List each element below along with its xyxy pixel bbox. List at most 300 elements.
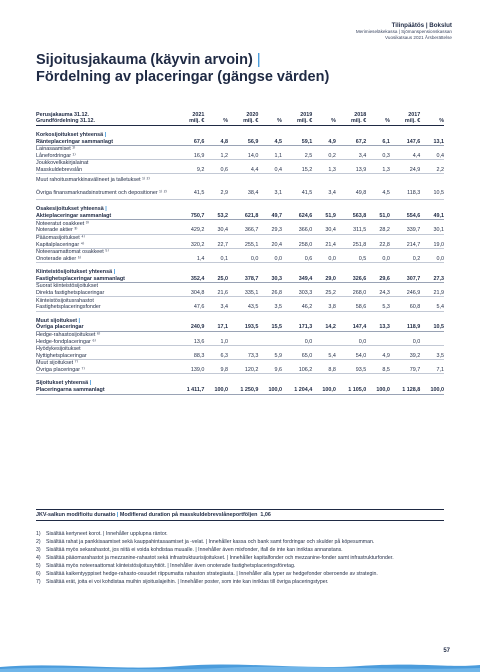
- value-percent: [204, 220, 228, 227]
- value-percent: [312, 234, 336, 241]
- value-percent: 1,2: [204, 152, 228, 159]
- unit-meur: milj. €: [346, 118, 366, 125]
- row-label: [36, 206, 184, 213]
- value-meur: 311,5: [346, 227, 366, 234]
- row-label: Nyttighetsplaceringar: [36, 353, 184, 360]
- value-percent: [204, 145, 228, 152]
- value-percent: 29,6: [366, 276, 390, 283]
- value-percent: [204, 317, 228, 324]
- value-meur: 16,9: [184, 152, 204, 159]
- value-meur: 0,2: [400, 255, 420, 262]
- value-meur: 1 128,8: [400, 387, 420, 394]
- value-meur: 13,9: [346, 167, 366, 174]
- value-percent: 27,3: [420, 276, 444, 283]
- value-percent: [258, 345, 282, 352]
- table-header-units: [36, 118, 444, 125]
- value-meur: 67,2: [346, 138, 366, 145]
- value-meur: [184, 174, 204, 187]
- value-meur: [238, 317, 258, 324]
- table-row: [36, 367, 444, 374]
- value-percent: [312, 248, 336, 255]
- value-percent: [312, 131, 336, 138]
- value-meur: [238, 145, 258, 152]
- row-label: Kapitalplaceringar ⁴⁾: [36, 241, 184, 248]
- value-meur: [400, 160, 420, 167]
- value-meur: [184, 317, 204, 324]
- value-meur: [400, 220, 420, 227]
- footnote-text: Sisältää pääomarahastot ja mezzanine-rahastot sekä infrastruktuurisijoitukset. | Innehåller kapitalfonder och mezzanine-fonder samt infrastrukturfonder.: [46, 555, 394, 561]
- value-percent: 21,6: [204, 290, 228, 297]
- value-meur: [238, 269, 258, 276]
- table-row: [36, 276, 444, 283]
- value-percent: [258, 338, 282, 345]
- decorative-wave-footer: [0, 660, 480, 672]
- unit-percent: %: [366, 118, 390, 125]
- value-percent: [420, 131, 444, 138]
- value-percent: 100,0: [258, 387, 282, 394]
- value-percent: [258, 174, 282, 187]
- header-year: 2021: [192, 111, 205, 118]
- row-label: Hedge-fondplaceringar ⁶⁾: [36, 338, 184, 345]
- table-row: [36, 387, 444, 394]
- value-percent: 6,1: [366, 138, 390, 145]
- header-subtitle: Merimieseläkekassa | Sjömanspensionskassan: [355, 29, 452, 34]
- duration-label-sv: Modifierad duration på masskuldebrevslåneportföljen: [119, 512, 258, 518]
- value-meur: [238, 234, 258, 241]
- value-percent: 3,5: [258, 304, 282, 311]
- value-percent: [420, 174, 444, 187]
- allocation-table: [36, 111, 444, 395]
- row-label: Masskuldebrevslån: [36, 167, 184, 174]
- value-meur: [292, 283, 312, 290]
- value-percent: 0,2: [312, 152, 336, 159]
- value-meur: [238, 345, 258, 352]
- value-percent: 4,8: [204, 138, 228, 145]
- value-meur: [400, 283, 420, 290]
- title-finnish: Sijoitusjakauma (käyvin arvoin): [36, 52, 253, 68]
- value-percent: 6,3: [204, 353, 228, 360]
- label-separator: |: [113, 269, 116, 276]
- table-row: [36, 304, 444, 311]
- value-meur: [292, 131, 312, 138]
- row-label: [36, 269, 184, 276]
- row-label-text: Sijoitukset yhteensä: [36, 380, 89, 387]
- value-percent: [258, 380, 282, 387]
- value-percent: [258, 145, 282, 152]
- value-meur: 106,2: [292, 367, 312, 374]
- value-percent: [258, 297, 282, 304]
- value-percent: 5,4: [312, 353, 336, 360]
- value-meur: 621,8: [238, 213, 258, 220]
- value-percent: [312, 206, 336, 213]
- value-percent: 100,0: [312, 387, 336, 394]
- value-percent: [312, 338, 336, 345]
- value-percent: 30,4: [204, 227, 228, 234]
- value-percent: 100,0: [420, 387, 444, 394]
- value-meur: [238, 338, 258, 345]
- value-percent: [204, 360, 228, 367]
- value-meur: 73,3: [238, 353, 258, 360]
- table-row: [36, 324, 444, 331]
- value-percent: [204, 248, 228, 255]
- footnote-text: Sisältää rahat ja pankkisaamiset sekä kauppahintasaamiset ja -velat. | Innehåller kassa och bank samt fordringar och skulder på köpesumman.: [46, 539, 375, 545]
- value-meur: 0,0: [238, 255, 258, 262]
- label-separator: |: [89, 380, 92, 387]
- table-row: [36, 283, 444, 290]
- value-percent: 3,4: [312, 187, 336, 200]
- header-year: 2020: [246, 111, 259, 118]
- value-meur: 15,2: [292, 167, 312, 174]
- header-label-fi: Perusjakauma 31.12.: [36, 111, 90, 118]
- value-meur: [346, 345, 366, 352]
- value-percent: 25,2: [312, 290, 336, 297]
- value-meur: 303,3: [292, 290, 312, 297]
- value-percent: [420, 283, 444, 290]
- footnote: [36, 579, 436, 585]
- table-row: [36, 241, 444, 248]
- value-percent: [420, 160, 444, 167]
- value-percent: 22,8: [366, 241, 390, 248]
- value-percent: 17,1: [204, 324, 228, 331]
- row-label: Hedge-rahastosijoitukset ⁶⁾: [36, 332, 101, 339]
- value-meur: [238, 283, 258, 290]
- value-percent: [366, 360, 390, 367]
- value-percent: 2,2: [420, 167, 444, 174]
- value-meur: 193,5: [238, 324, 258, 331]
- value-percent: 0,3: [366, 152, 390, 159]
- value-percent: [366, 331, 390, 338]
- value-percent: 3,8: [312, 304, 336, 311]
- value-percent: 10,5: [420, 187, 444, 200]
- value-percent: [312, 269, 336, 276]
- value-percent: [366, 338, 390, 345]
- value-meur: [346, 206, 366, 213]
- value-percent: [258, 206, 282, 213]
- duration-separator: |: [116, 512, 119, 518]
- value-percent: [420, 206, 444, 213]
- value-percent: [366, 174, 390, 187]
- value-meur: 1 105,0: [346, 387, 366, 394]
- value-meur: [292, 331, 312, 338]
- row-label: Fastighetsplaceringar sammanlagt: [36, 276, 184, 283]
- value-percent: 1,3: [366, 167, 390, 174]
- table-row: [36, 269, 444, 276]
- unit-meur: milj. €: [184, 118, 204, 125]
- value-percent: 14,2: [312, 324, 336, 331]
- value-percent: [312, 160, 336, 167]
- value-percent: 4,5: [258, 138, 282, 145]
- value-percent: [366, 160, 390, 167]
- value-meur: [184, 131, 204, 138]
- value-percent: [312, 345, 336, 352]
- value-meur: 268,0: [346, 290, 366, 297]
- row-label: Ränteplaceringar sammanlagt: [36, 138, 184, 145]
- value-meur: 352,4: [184, 276, 204, 283]
- value-percent: [204, 283, 228, 290]
- footnote-number: 1): [36, 531, 41, 537]
- value-percent: 28,2: [366, 227, 390, 234]
- value-meur: [346, 145, 366, 152]
- value-meur: [184, 160, 204, 167]
- value-percent: 15,5: [258, 324, 282, 331]
- value-meur: [238, 248, 258, 255]
- value-meur: [346, 131, 366, 138]
- table-header-years: [36, 111, 444, 118]
- value-meur: 41,5: [292, 187, 312, 200]
- value-meur: [346, 174, 366, 187]
- value-meur: [184, 297, 204, 304]
- value-meur: 255,1: [238, 241, 258, 248]
- value-meur: 4,4: [400, 152, 420, 159]
- unit-meur: milj. €: [238, 118, 258, 125]
- value-percent: 53,2: [204, 213, 228, 220]
- value-meur: 378,7: [238, 276, 258, 283]
- page-number: 57: [443, 648, 450, 654]
- label-separator: |: [105, 206, 107, 213]
- value-percent: 1,0: [204, 338, 228, 345]
- value-percent: [366, 297, 390, 304]
- value-meur: 554,6: [400, 213, 420, 220]
- value-meur: [400, 380, 420, 387]
- row-label-text: Korkosijoitukset yhteensä: [36, 131, 104, 138]
- table-row: [36, 131, 444, 138]
- value-percent: [420, 145, 444, 152]
- value-meur: [292, 234, 312, 241]
- value-meur: [238, 360, 258, 367]
- table-row: [36, 160, 444, 167]
- row-label: Onoterade aktier ⁵⁾: [36, 255, 184, 262]
- value-meur: [346, 248, 366, 255]
- row-label: Joukkovelkakirjalainat: [36, 160, 89, 167]
- value-meur: 120,2: [238, 367, 258, 374]
- value-meur: 54,0: [346, 353, 366, 360]
- row-label-text: Osakesijoitukset yhteensä: [36, 206, 104, 213]
- label-separator: |: [104, 131, 107, 138]
- value-percent: [258, 160, 282, 167]
- value-percent: 4,9: [312, 138, 336, 145]
- value-meur: 624,6: [292, 213, 312, 220]
- value-meur: [292, 160, 312, 167]
- value-percent: 4,9: [366, 353, 390, 360]
- table-row: [36, 380, 444, 387]
- value-percent: [204, 131, 228, 138]
- value-meur: [184, 331, 204, 338]
- value-meur: 93,5: [346, 367, 366, 374]
- header-title: Tilinpäätös | Bokslut: [391, 22, 452, 29]
- value-percent: 5,9: [258, 353, 282, 360]
- value-percent: [420, 220, 444, 227]
- value-meur: [346, 380, 366, 387]
- value-meur: [292, 269, 312, 276]
- value-meur: 320,2: [184, 241, 204, 248]
- value-percent: 49,7: [258, 213, 282, 220]
- value-percent: [312, 283, 336, 290]
- value-meur: [184, 220, 204, 227]
- row-label-text: Kiinteistösijoitukset yhteensä: [36, 269, 113, 276]
- value-percent: [258, 131, 282, 138]
- value-percent: [312, 360, 336, 367]
- value-meur: [292, 297, 312, 304]
- value-percent: [258, 331, 282, 338]
- value-meur: [400, 269, 420, 276]
- value-percent: 3,4: [204, 304, 228, 311]
- value-meur: 366,7: [238, 227, 258, 234]
- value-percent: [312, 220, 336, 227]
- value-meur: [184, 248, 204, 255]
- footnote: [36, 539, 436, 545]
- value-percent: 20,4: [258, 241, 282, 248]
- value-percent: [258, 360, 282, 367]
- value-percent: 22,7: [204, 241, 228, 248]
- value-meur: [346, 331, 366, 338]
- title-swedish: Fördelning av placeringar (gängse värden): [36, 69, 330, 85]
- value-percent: 49,1: [420, 213, 444, 220]
- value-percent: [204, 234, 228, 241]
- value-meur: 47,6: [184, 304, 204, 311]
- value-meur: 147,4: [346, 324, 366, 331]
- unit-percent: %: [204, 118, 228, 125]
- value-percent: [420, 234, 444, 241]
- value-meur: 240,9: [184, 324, 204, 331]
- row-label: Aktieplaceringar sammanlagt: [36, 213, 184, 220]
- value-meur: [292, 220, 312, 227]
- row-label: Pääomasijoitukset ⁴⁾: [36, 234, 85, 241]
- row-label: Hyödykesijoitukset: [36, 346, 81, 353]
- value-percent: 0,0: [420, 255, 444, 262]
- value-meur: [184, 269, 204, 276]
- value-meur: [238, 131, 258, 138]
- unit-percent: %: [420, 118, 444, 125]
- value-percent: 51,9: [312, 213, 336, 220]
- row-label: Lainasaamiset ¹⁾: [36, 146, 76, 153]
- table-row: [36, 206, 444, 213]
- value-meur: [292, 360, 312, 367]
- value-percent: 0,0: [258, 255, 282, 262]
- footnote-text: Sisältää kertyneet korot. | Innehåller upplupna räntor.: [46, 531, 168, 537]
- value-meur: [238, 331, 258, 338]
- footnote-number: 4): [36, 555, 41, 561]
- value-percent: [312, 174, 336, 187]
- table-row: [36, 290, 444, 297]
- footnote-text: Sisältää kaikentyyppiset hedge-rahasto-osuudet riippumatta rahaston strategiasta. | Innehåller alla typer av hedgefonder oberoende av strategin.: [46, 571, 378, 577]
- value-meur: 2,5: [292, 152, 312, 159]
- value-percent: [312, 297, 336, 304]
- value-meur: 9,2: [184, 167, 204, 174]
- value-meur: 750,7: [184, 213, 204, 220]
- value-meur: 326,6: [346, 276, 366, 283]
- value-percent: [420, 360, 444, 367]
- table-row: [36, 297, 444, 304]
- value-percent: [420, 345, 444, 352]
- value-percent: [258, 317, 282, 324]
- value-percent: 25,0: [204, 276, 228, 283]
- value-percent: [258, 248, 282, 255]
- value-meur: 307,7: [400, 276, 420, 283]
- row-label-text: Muut sijoitukset: [36, 317, 78, 324]
- value-meur: [400, 131, 420, 138]
- table-row: [36, 345, 444, 352]
- value-percent: [366, 220, 390, 227]
- value-meur: 39,2: [400, 353, 420, 360]
- value-percent: 8,8: [312, 367, 336, 374]
- value-meur: 251,8: [346, 241, 366, 248]
- value-percent: [312, 331, 336, 338]
- value-percent: 51,0: [366, 213, 390, 220]
- row-label: Muut sijoitukset ⁷⁾: [36, 360, 78, 367]
- value-percent: [420, 331, 444, 338]
- value-meur: 38,4: [238, 187, 258, 200]
- table-row: [36, 174, 444, 187]
- table-row: [36, 227, 444, 234]
- row-label: Noterade aktier ³⁾: [36, 227, 184, 234]
- value-meur: 171,3: [292, 324, 312, 331]
- value-percent: 30,4: [312, 227, 336, 234]
- table-row: [36, 167, 444, 174]
- value-meur: [400, 345, 420, 352]
- value-percent: 9,8: [204, 367, 228, 374]
- table-row: [36, 234, 444, 241]
- value-meur: [184, 145, 204, 152]
- value-meur: 563,8: [346, 213, 366, 220]
- value-percent: [366, 206, 390, 213]
- footnote-number: 7): [36, 579, 41, 585]
- value-meur: 304,8: [184, 290, 204, 297]
- value-meur: 366,0: [292, 227, 312, 234]
- value-meur: [346, 297, 366, 304]
- value-meur: 56,9: [238, 138, 258, 145]
- table-row: [36, 145, 444, 152]
- value-percent: 24,3: [366, 290, 390, 297]
- value-meur: [238, 160, 258, 167]
- value-meur: 4,4: [238, 167, 258, 174]
- value-meur: [400, 234, 420, 241]
- value-percent: 4,5: [366, 187, 390, 200]
- unit-meur: milj. €: [400, 118, 420, 125]
- value-percent: [366, 283, 390, 290]
- header-year: 2018: [354, 111, 367, 118]
- value-meur: 0,0: [400, 338, 420, 345]
- value-meur: 0,0: [346, 338, 366, 345]
- value-percent: 100,0: [366, 387, 390, 394]
- page-title: [36, 52, 329, 86]
- value-percent: [366, 345, 390, 352]
- value-meur: [346, 269, 366, 276]
- label-separator: |: [78, 317, 81, 324]
- duration-label-fi: JKV-salkun modifioitu duraatio: [36, 512, 116, 518]
- value-percent: [366, 248, 390, 255]
- row-label: Noteeratut osakkeet ³⁾: [36, 220, 89, 227]
- value-percent: 30,3: [258, 276, 282, 283]
- value-meur: 46,2: [292, 304, 312, 311]
- value-percent: 0,1: [204, 255, 228, 262]
- table-row: [36, 331, 444, 338]
- unit-meur: milj. €: [292, 118, 312, 125]
- value-percent: 9,6: [258, 367, 282, 374]
- value-percent: 5,3: [366, 304, 390, 311]
- value-percent: [312, 145, 336, 152]
- value-percent: 13,1: [420, 138, 444, 145]
- header-year: 2019: [300, 111, 313, 118]
- value-percent: [366, 380, 390, 387]
- title-separator: |: [256, 52, 261, 68]
- value-meur: 139,0: [184, 367, 204, 374]
- value-meur: [292, 145, 312, 152]
- value-meur: [400, 145, 420, 152]
- value-meur: 147,6: [400, 138, 420, 145]
- table-row: [36, 220, 444, 227]
- value-percent: [204, 297, 228, 304]
- value-meur: [238, 297, 258, 304]
